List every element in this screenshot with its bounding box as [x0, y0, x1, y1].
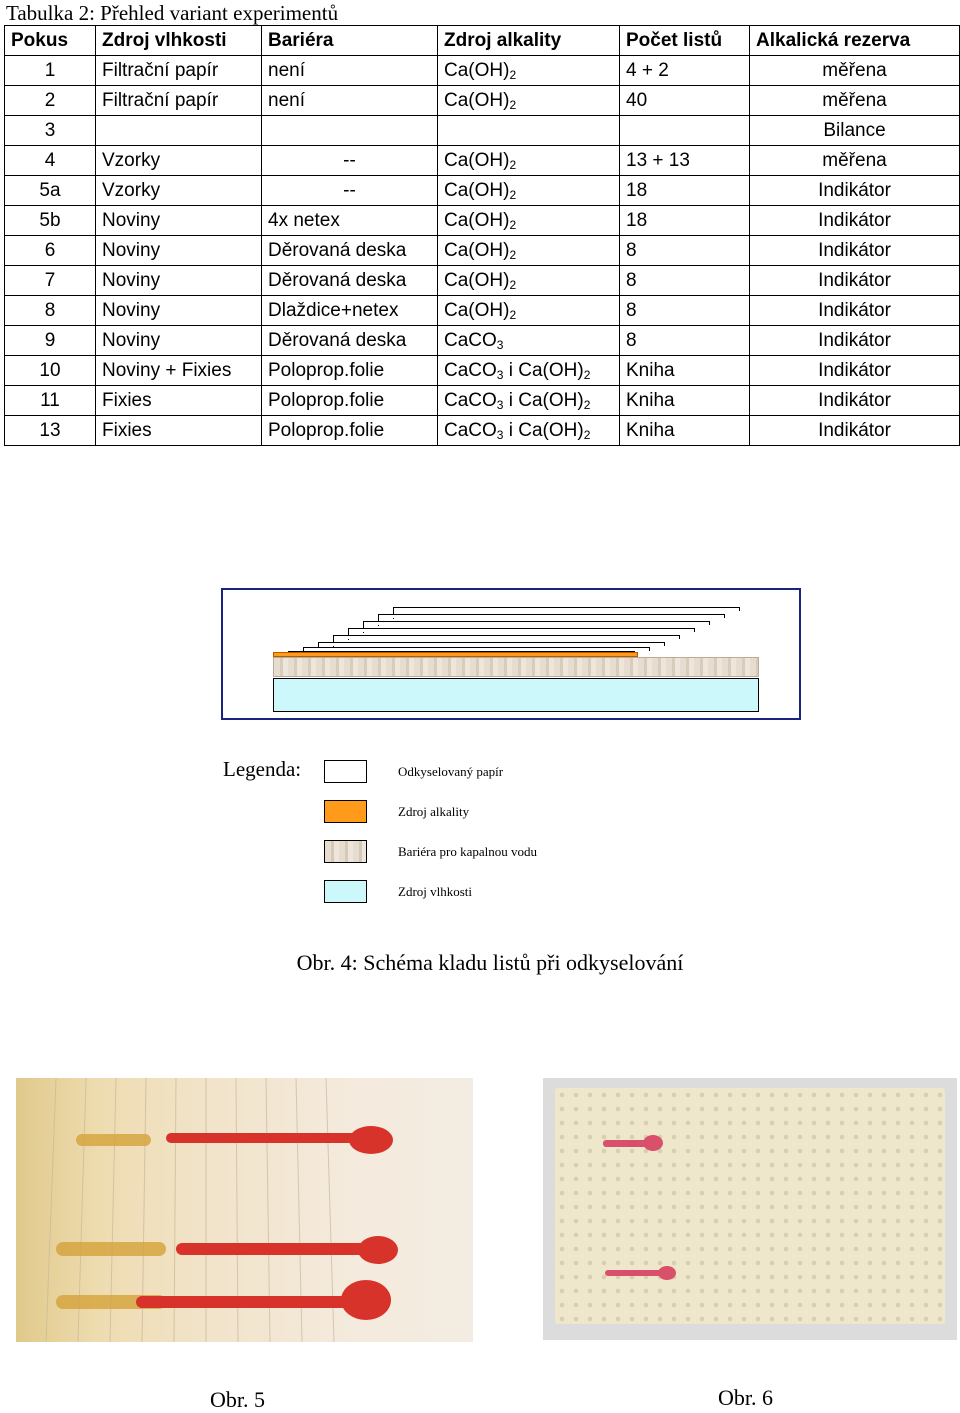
- paper-sheet: [378, 614, 725, 618]
- paper-sheet: [393, 607, 740, 611]
- legend-label-barrier: Bariéra pro kapalnou vodu: [398, 844, 537, 859]
- legend-title: Legenda:: [223, 757, 302, 781]
- legend-swatch-paper: [324, 760, 367, 783]
- cell-zdroj-vlhkosti: Noviny: [96, 236, 262, 266]
- cell-pocet-listu: 18: [620, 206, 750, 236]
- cell-zdroj-alkality: $Ca(OH)_2$: [438, 236, 620, 266]
- cell-pokus: 6: [5, 236, 96, 266]
- header-bariera: Bariéra: [262, 26, 438, 56]
- cell-bariera: Poloprop.folie: [262, 416, 438, 446]
- header-zdroj-alkality: Zdroj alkality: [438, 26, 620, 56]
- cell-pocet-listu: Kniha: [620, 386, 750, 416]
- cell-alkalicka-rezerva: Indikátor: [750, 176, 960, 206]
- cell-bariera: není: [262, 86, 438, 116]
- cell-zdroj-alkality: $Ca(OH)_2$: [438, 296, 620, 326]
- cell-zdroj-vlhkosti: Vzorky: [96, 176, 262, 206]
- photo-indicator-perforated-board: [543, 1078, 957, 1340]
- cell-pocet-listu: 8: [620, 326, 750, 356]
- photo-label-obr6: Obr. 6: [718, 1385, 773, 1410]
- cell-zdroj-vlhkosti: Filtrační papír: [96, 86, 262, 116]
- cell-bariera: [262, 116, 438, 146]
- experiment-table: [4, 25, 960, 446]
- moisture-source-layer: [273, 678, 759, 712]
- cell-alkalicka-rezerva: měřena: [750, 56, 960, 86]
- table-row: [5, 266, 960, 296]
- cell-bariera: není: [262, 56, 438, 86]
- cell-zdroj-vlhkosti: Noviny: [96, 266, 262, 296]
- cell-pokus: 10: [5, 356, 96, 386]
- cell-pokus: 7: [5, 266, 96, 296]
- cell-pocet-listu: 13 + 13: [620, 146, 750, 176]
- table-row: [5, 386, 960, 416]
- cell-alkalicka-rezerva: měřena: [750, 146, 960, 176]
- cell-alkalicka-rezerva: Indikátor: [750, 356, 960, 386]
- cell-alkalicka-rezerva: Indikátor: [750, 266, 960, 296]
- cell-zdroj-alkality: [438, 116, 620, 146]
- cell-pokus: 4: [5, 146, 96, 176]
- cell-bariera: Poloprop.folie: [262, 356, 438, 386]
- cell-bariera: --: [262, 146, 438, 176]
- cell-zdroj-vlhkosti: Filtrační papír: [96, 56, 262, 86]
- legend-swatch-alkali: [324, 800, 367, 823]
- table-row: [5, 86, 960, 116]
- header-zdroj-vlhkosti: Zdroj vlhkosti: [96, 26, 262, 56]
- table-row: [5, 56, 960, 86]
- cell-zdroj-alkality: CaCO$_3$ i $Ca(OH)_2$: [438, 386, 620, 416]
- cell-pokus: 5a: [5, 176, 96, 206]
- cell-zdroj-vlhkosti: [96, 116, 262, 146]
- cell-bariera: Děrovaná deska: [262, 326, 438, 356]
- table-row: [5, 296, 960, 326]
- cell-zdroj-vlhkosti: Vzorky: [96, 146, 262, 176]
- layering-diagram: [221, 588, 801, 720]
- cell-alkalicka-rezerva: Indikátor: [750, 386, 960, 416]
- table-row: [5, 416, 960, 446]
- table-row: [5, 236, 960, 266]
- cell-pokus: 13: [5, 416, 96, 446]
- cell-pocet-listu: 8: [620, 266, 750, 296]
- cell-bariera: Dlaždice+netex: [262, 296, 438, 326]
- cell-alkalicka-rezerva: Indikátor: [750, 206, 960, 236]
- cell-pocet-listu: [620, 116, 750, 146]
- paper-sheet: [333, 635, 680, 639]
- cell-pokus: 11: [5, 386, 96, 416]
- cell-pokus: 5b: [5, 206, 96, 236]
- cell-alkalicka-rezerva: Indikátor: [750, 416, 960, 446]
- cell-alkalicka-rezerva: Bilance: [750, 116, 960, 146]
- cell-bariera: Děrovaná deska: [262, 266, 438, 296]
- paper-sheet: [363, 621, 710, 625]
- cell-zdroj-alkality: $Ca(OH)_2$: [438, 206, 620, 236]
- paper-sheet: [348, 628, 695, 632]
- table-row: [5, 356, 960, 386]
- cell-pocet-listu: Kniha: [620, 416, 750, 446]
- water-barrier-layer: [273, 657, 759, 677]
- cell-pocet-listu: 8: [620, 296, 750, 326]
- table-caption: Tabulka 2: Přehled variant experimentů: [6, 1, 339, 25]
- cell-bariera: --: [262, 176, 438, 206]
- cell-pocet-listu: 8: [620, 236, 750, 266]
- table-row: [5, 176, 960, 206]
- photo-indicator-newspapers: [16, 1078, 473, 1342]
- legend-label-alkali: Zdroj alkality: [398, 804, 470, 819]
- legend-label-moisture: Zdroj vlhkosti: [398, 884, 473, 899]
- legend-swatch-barrier: [324, 840, 367, 863]
- cell-alkalicka-rezerva: Indikátor: [750, 236, 960, 266]
- indicator-stripes-image: [16, 1078, 473, 1342]
- table-row: [5, 116, 960, 146]
- header-pokus: Pokus: [5, 26, 96, 56]
- paper-sheet: [318, 642, 665, 646]
- cell-pocet-listu: 40: [620, 86, 750, 116]
- cell-zdroj-alkality: $Ca(OH)_2$: [438, 146, 620, 176]
- cell-pokus: 9: [5, 326, 96, 356]
- header-alkalicka-rezerva: Alkalická rezerva: [750, 26, 960, 56]
- table-row: [5, 206, 960, 236]
- cell-bariera: Děrovaná deska: [262, 236, 438, 266]
- cell-zdroj-alkality: $Ca(OH)_2$: [438, 266, 620, 296]
- table-header-row: [5, 26, 960, 56]
- cell-bariera: Poloprop.folie: [262, 386, 438, 416]
- legend-label-paper: Odkyselovaný papír: [398, 764, 504, 779]
- cell-zdroj-alkality: $Ca(OH)_2$: [438, 176, 620, 206]
- cell-zdroj-vlhkosti: Fixies: [96, 386, 262, 416]
- cell-zdroj-alkality: CaCO$_3$ i $Ca(OH)_2$: [438, 356, 620, 386]
- indicator-marks-image: [543, 1078, 957, 1340]
- cell-pokus: 8: [5, 296, 96, 326]
- cell-pokus: 3: [5, 116, 96, 146]
- cell-zdroj-alkality: CaCO$_3$ i $Ca(OH)_2$: [438, 416, 620, 446]
- cell-pocet-listu: 18: [620, 176, 750, 206]
- legend-swatch-moisture: [324, 880, 367, 903]
- cell-bariera: 4x netex: [262, 206, 438, 236]
- cell-pokus: 1: [5, 56, 96, 86]
- table-row: [5, 146, 960, 176]
- cell-pocet-listu: 4 + 2: [620, 56, 750, 86]
- cell-zdroj-vlhkosti: Fixies: [96, 416, 262, 446]
- cell-zdroj-vlhkosti: Noviny + Fixies: [96, 356, 262, 386]
- header-pocet-listu: Počet listů: [620, 26, 750, 56]
- cell-zdroj-alkality: $Ca(OH)_2$: [438, 86, 620, 116]
- cell-alkalicka-rezerva: Indikátor: [750, 296, 960, 326]
- cell-zdroj-alkality: CaCO$_3$: [438, 326, 620, 356]
- cell-pocet-listu: Kniha: [620, 356, 750, 386]
- table-row: [5, 326, 960, 356]
- cell-zdroj-vlhkosti: Noviny: [96, 296, 262, 326]
- cell-zdroj-alkality: $Ca(OH)_2$: [438, 56, 620, 86]
- figure-caption: Obr. 4: Schéma kladu listů při odkyselování: [296, 950, 684, 975]
- cell-alkalicka-rezerva: měřena: [750, 86, 960, 116]
- cell-zdroj-vlhkosti: Noviny: [96, 206, 262, 236]
- photo-label-obr5: Obr. 5: [210, 1387, 265, 1412]
- cell-alkalicka-rezerva: Indikátor: [750, 326, 960, 356]
- table-body: [5, 56, 960, 446]
- cell-zdroj-vlhkosti: Noviny: [96, 326, 262, 356]
- cell-pokus: 2: [5, 86, 96, 116]
